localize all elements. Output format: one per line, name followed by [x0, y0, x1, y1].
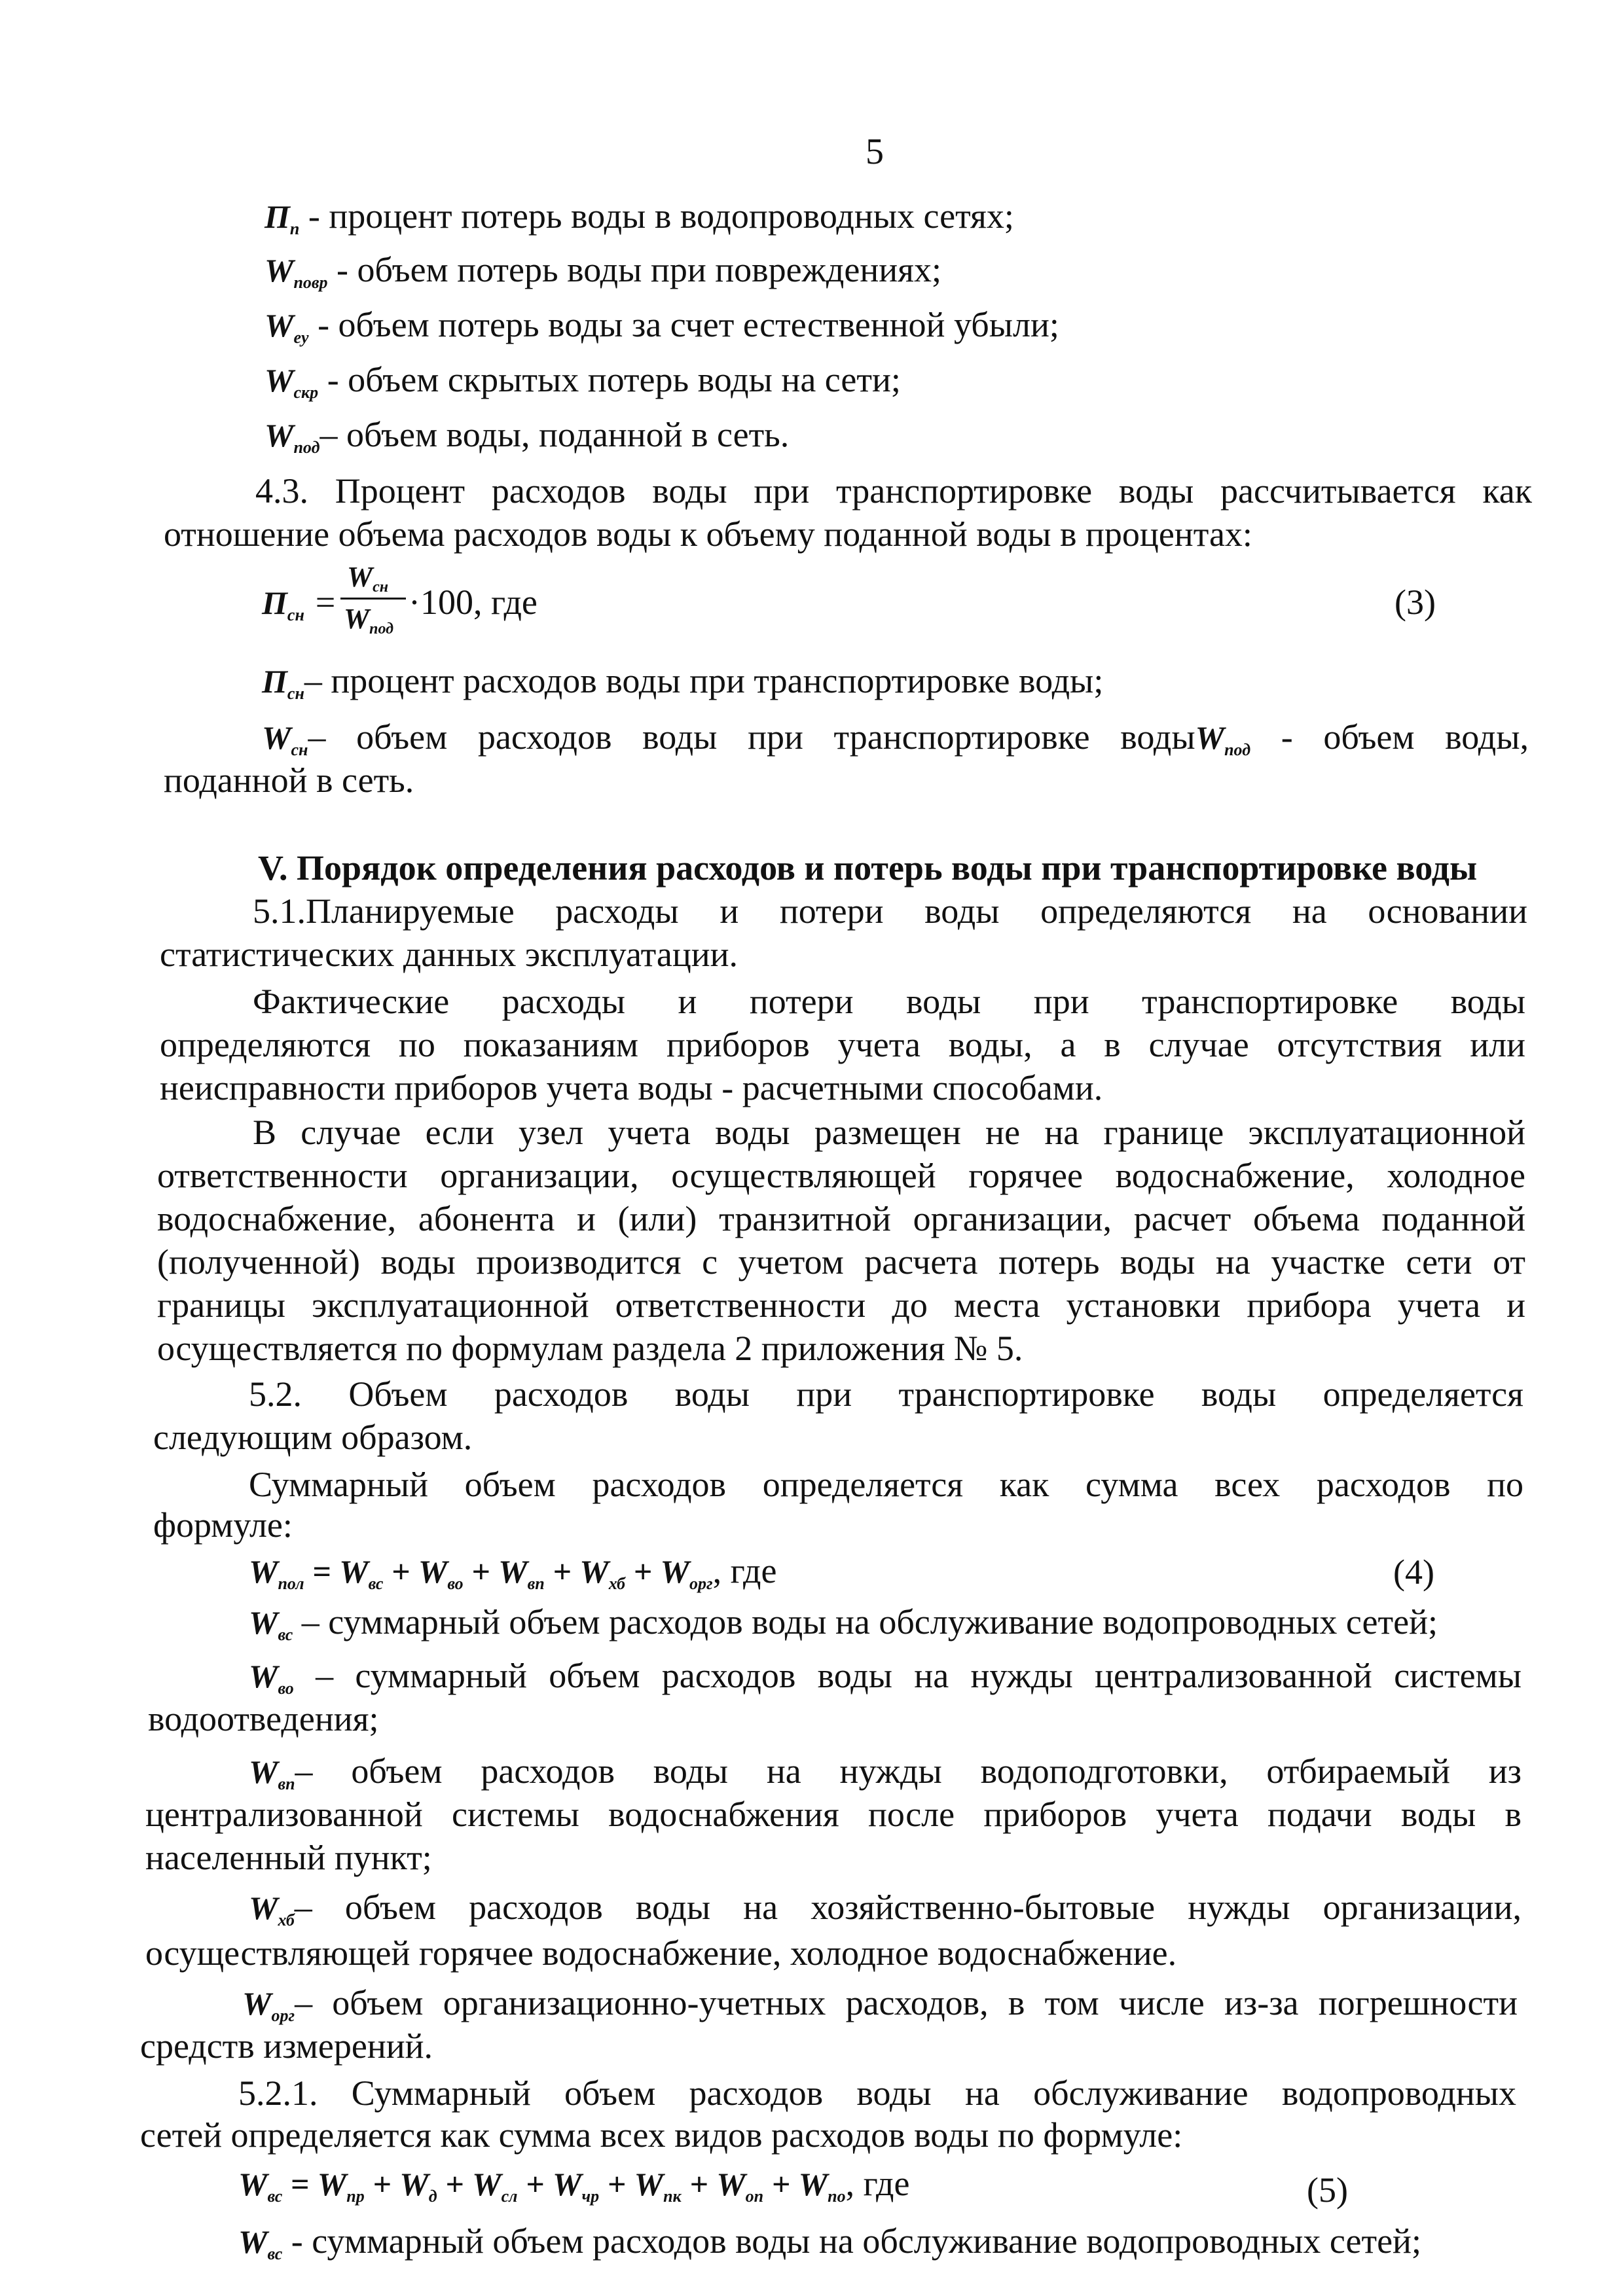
pcase-line6: осуществляется по формулам раздела 2 приложения № 5. [157, 1329, 1023, 1368]
def-wskr: $W_{скр}$ - объем скрытых потерь воды на сети; [264, 360, 901, 402]
p521-line1: 5.2.1. Суммарный объем расходов воды на обслуживание водопроводных [238, 2073, 1516, 2113]
def-wpod: $W_{под}-$ объем воды, поданной в сеть. [264, 415, 790, 457]
formula5-number: (5) [1307, 2170, 1348, 2210]
def-worg-line1: $W_{орг}-$ объем организационно-учетных расходов, в том числе из-за погрешности [242, 1983, 1518, 2025]
formula3-number: (3) [1395, 583, 1436, 622]
formula3-denominator: $W_{под}$ [344, 603, 394, 637]
formula-4: $W_{пол} = W_{вс} + W_{во} + W_{вп} + W_{хб} + W_{орг}$, где [249, 1551, 777, 1593]
symbol: $W_{повр}$ [264, 252, 328, 292]
pfact-line3: неисправности приборов учета воды - расчетными способами. [160, 1068, 1103, 1107]
fraction-bar [340, 598, 406, 600]
def5-wvs: $W_{вс}$ - суммарный объем расходов воды на обслуживание водопроводных сетей; [238, 2221, 1421, 2263]
def-wpovr: $W_{повр}$ - объем потерь воды при повреждениях; [264, 250, 941, 292]
p51-line1: 5.1.Планируемые расходы и потери воды определяются на основании [253, 891, 1527, 931]
p43-line1: 4.3. Процент расходов воды при транспортировке воды рассчитывается как [255, 471, 1532, 511]
symbol: $П_п$ [264, 198, 300, 238]
psum-line1: Суммарный объем расходов определяется как сумма всех расходов по [249, 1465, 1523, 1504]
p43-line2: отношение объема расходов воды к объему поданной воды в процентах: [164, 514, 1252, 554]
formula4-number: (4) [1393, 1552, 1434, 1592]
def-pp: $П_п$ - процент потерь воды в водопроводных сетях; [264, 196, 1014, 238]
p521-line2: сетей определяется как сумма всех видов расходов воды по формуле: [140, 2115, 1183, 2155]
p52-line2: следующим образом. [153, 1418, 473, 1457]
symbol: $W_{под}$ [264, 417, 320, 457]
def-wvo-line2: водоотведения; [148, 1699, 379, 1738]
pcase-line2: ответственности организации, осуществляющей горячее водоснабжение, холодное [157, 1156, 1525, 1195]
pcase-line5: границы эксплуатационной ответственности до места установки прибора учета и [157, 1285, 1525, 1325]
def-wxb-line2: осуществляющей горячее водоснабжение, холодное водоснабжение. [145, 1933, 1177, 1973]
formula-5: $W_{вс} = W_{пр} + W_д + W_{сл} + W_{чр} + W_{пк} + W_{оп} + W_{по}$, где [238, 2164, 910, 2206]
def-worg-line2: средств измерений. [140, 2026, 433, 2066]
pfact-line2: определяются по показаниям приборов учета воды, а в случае отсутствия или [160, 1025, 1525, 1064]
def-wey: $W_{еу}$ - объем потерь воды за счет естественной убыли; [264, 305, 1059, 347]
symbol: $W_{еу}$ [264, 307, 309, 347]
def-wsn: $W_{сн}-$ объем расходов воды при транспортировке водыW$_{под}$ - объем воды, [262, 717, 1529, 759]
page-number: 5 [866, 132, 884, 172]
def-wvp-line2: централизованной системы водоснабжения после приборов учета подачи воды в [145, 1795, 1522, 1834]
def-wvo-line1: $W_{во}$ – суммарный объем расходов воды на нужды централизованной системы [249, 1656, 1522, 1698]
pcase-line3: водоснабжение, абонента и (или) транзитной организации, расчет объема поданной [157, 1199, 1525, 1238]
pcase-line4: (полученной) воды производится с учетом расчета потерь воды на участке сети от [157, 1242, 1525, 1282]
def-wvp-line1: $W_{вп}-$ объем расходов воды на нужды водоподготовки, отбираемый из [249, 1751, 1522, 1793]
psum-line2: формуле: [153, 1505, 293, 1545]
def-wxb-line1: $W_{хб}-$ объем расходов воды на хозяйственно-бытовые нужды организации, [249, 1888, 1522, 1929]
formula3-numerator: $W_{сн}$ [347, 561, 389, 596]
formula3-tail: ·100, где [409, 583, 538, 622]
p51-line2: статистических данных эксплуатации. [160, 935, 739, 974]
def-wsn-cont: поданной в сеть. [164, 761, 414, 800]
pcase-line1: В случае если узел учета воды размещен не на границе эксплуатационной [253, 1113, 1525, 1152]
symbol: $W_{скр}$ [264, 362, 319, 402]
formula3-lhs: $П_{сн}$ = [262, 583, 337, 624]
def-wvp-line3: населенный пункт; [145, 1838, 432, 1877]
section-heading: V. Порядок определения расходов и потерь воды при транспортировке воды [258, 848, 1478, 888]
def-psn: $П_{сн}-$ процент расходов воды при транспортировке воды; [262, 661, 1104, 703]
pfact-line1: Фактические расходы и потери воды при транспортировке воды [253, 982, 1525, 1021]
p52-line1: 5.2. Объем расходов воды при транспортировке воды определяется [249, 1374, 1523, 1414]
def-wvs: $W_{вс}$ – суммарный объем расходов воды на обслуживание водопроводных сетей; [249, 1602, 1438, 1644]
